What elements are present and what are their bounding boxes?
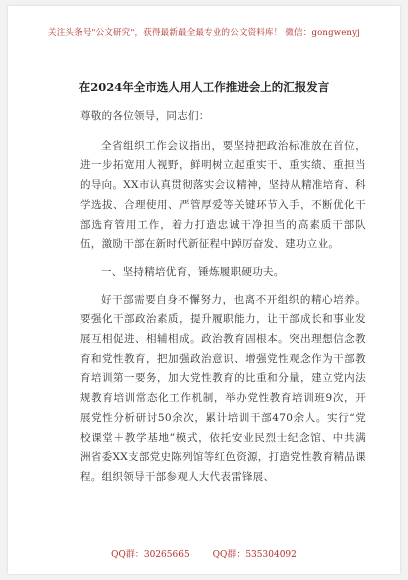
header-banner: 关注头条号"公文研究"，获得最新最全最专业的公文资料库！ 微信：gongwenyj: [48, 28, 360, 38]
paragraph-intro: 全省组织工作会议指出，要坚持把政治标准放在首位，进一步拓宽用人视野，鲜明树立起重实干、重实绩、重担当的导向。XX市认真贯彻落实会议精神，坚持从精准培育、科学选拔、合理使用、严管厚爱等关键环节入手，不断优化干部选育管用工作，着力打造忠诚干净担当的高素质干部队伍，激励干部在新时代新征程中踔厉奋发、建功立业。: [80, 139, 366, 251]
section-heading: 一、坚持精培优育，锤炼履职硬功夫。: [101, 265, 285, 278]
document-title: 在2024年全市选人用人工作推进会上的汇报发言: [78, 80, 330, 94]
document-body: [80, 107, 366, 496]
footer-contacts: [8, 547, 400, 560]
document-page: [8, 6, 400, 574]
paragraph-body: 好干部需要自身不懈努力，也离不开组织的精心培养。要强化干部政治素质，提升履职能力，让干部成长和事业发展互相促进、相辅相成。政治教育固根本。突出理想信念教育和党性教育，把加强政治意识、增强党性观念作为干部教育培训第一要务，加大党性教育的比重和分量，建立党内法规教育培训常态化工作机制，举办党性教育培训班9次，开展党性分析研讨50余次，累计培训干部470余人。实行“党校课堂＋教学基地”模式，依托安业民烈士纪念馆、中共满洲省委XX支部党史陈列馆等红色资源，打造党性教育精品课程。组织领导干部参观人大代表雷锋展、: [80, 293, 366, 483]
salutation: 尊敬的各位领导，同志们：: [80, 110, 210, 122]
footer-qq-group-1: QQ群：30265665: [111, 550, 190, 560]
footer-qq-group-2: QQ群：535304092: [212, 550, 297, 560]
